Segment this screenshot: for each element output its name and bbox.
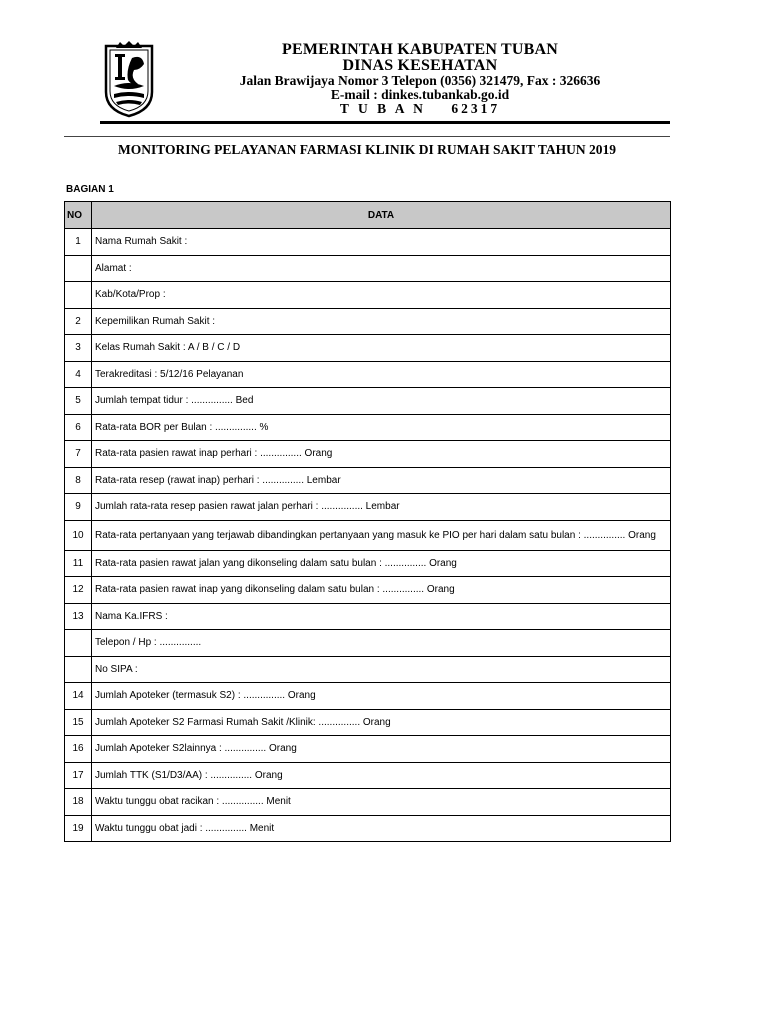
row-number: 16 <box>65 736 92 763</box>
table-row <box>65 335 671 362</box>
letterhead-agency: DINAS KESEHATAN <box>342 57 498 74</box>
section-label: BAGIAN 1 <box>66 184 114 195</box>
row-number: 5 <box>65 388 92 415</box>
row-number: 3 <box>65 335 92 362</box>
row-number: 7 <box>65 441 92 468</box>
row-field: Waktu tunggu obat racikan : ............... Menit <box>92 789 671 816</box>
row-number: 17 <box>65 762 92 789</box>
row-field: Jumlah Apoteker (termasuk S2) : ............... Orang <box>92 683 671 710</box>
letterhead-email: E-mail : dinkes.tubankab.go.id <box>330 87 510 102</box>
table-row <box>65 709 671 736</box>
table-row <box>65 736 671 763</box>
table-row <box>65 577 671 604</box>
table-row <box>65 603 671 630</box>
row-number <box>65 282 92 309</box>
row-field: Jumlah Apoteker S2lainnya : ............... Orang <box>92 736 671 763</box>
table-row <box>65 550 671 577</box>
letterhead-divider <box>100 121 670 124</box>
table-row <box>65 789 671 816</box>
row-number: 15 <box>65 709 92 736</box>
row-field: Rata-rata BOR per Bulan : ............... % <box>92 414 671 441</box>
row-field: Rata-rata resep (rawat inap) perhari : ............... Lembar <box>92 467 671 494</box>
table-row <box>65 630 671 657</box>
table-row <box>65 520 671 550</box>
monitoring-table <box>64 201 671 842</box>
row-number: 13 <box>65 603 92 630</box>
row-field: Nama Ka.IFRS : <box>92 603 671 630</box>
row-number: 14 <box>65 683 92 710</box>
column-header-no: NO <box>65 202 92 229</box>
row-number: 4 <box>65 361 92 388</box>
row-field: Terakreditasi : 5/12/16 Pelayanan <box>92 361 671 388</box>
table-row <box>65 361 671 388</box>
title-divider <box>64 136 670 137</box>
row-field: No SIPA : <box>92 656 671 683</box>
table-row <box>65 683 671 710</box>
row-field: Jumlah rata-rata resep pasien rawat jalan perhari : ............... Lembar <box>92 494 671 521</box>
table-row <box>65 282 671 309</box>
row-number: 11 <box>65 550 92 577</box>
letterhead-government: PEMERINTAH KABUPATEN TUBAN <box>281 41 559 58</box>
row-number: 12 <box>65 577 92 604</box>
column-header-data: DATA <box>92 202 671 229</box>
table-row <box>65 656 671 683</box>
row-field: Rata-rata pasien rawat inap yang dikonseling dalam satu bulan : ............... Orang <box>92 577 671 604</box>
row-number: 8 <box>65 467 92 494</box>
table-row <box>65 229 671 256</box>
row-number: 19 <box>65 815 92 842</box>
row-field: Rata-rata pasien rawat inap perhari : ............... Orang <box>92 441 671 468</box>
row-field: Jumlah Apoteker S2 Farmasi Rumah Sakit /Klinik: ............... Orang <box>92 709 671 736</box>
row-number: 18 <box>65 789 92 816</box>
table-row <box>65 815 671 842</box>
document-title: MONITORING PELAYANAN FARMASI KLINIK DI RUMAH SAKIT TAHUN 2019 <box>117 142 617 157</box>
row-number: 9 <box>65 494 92 521</box>
row-field: Telepon / Hp : ............... <box>92 630 671 657</box>
row-field: Jumlah tempat tidur : ............... Bed <box>92 388 671 415</box>
row-number <box>65 656 92 683</box>
row-number: 6 <box>65 414 92 441</box>
table-row <box>65 467 671 494</box>
row-field: Waktu tunggu obat jadi : ............... Menit <box>92 815 671 842</box>
row-number <box>65 255 92 282</box>
row-number: 1 <box>65 229 92 256</box>
row-number <box>65 630 92 657</box>
row-number: 10 <box>65 520 92 550</box>
row-field: Rata-rata pasien rawat jalan yang dikonseling dalam satu bulan : ............... Orang <box>92 550 671 577</box>
table-row <box>65 762 671 789</box>
letterhead-city: T U B A N 62317 <box>339 101 501 116</box>
table-row <box>65 494 671 521</box>
row-field: Nama Rumah Sakit : <box>92 229 671 256</box>
row-number: 2 <box>65 308 92 335</box>
table-row <box>65 308 671 335</box>
row-field: Kab/Kota/Prop : <box>92 282 671 309</box>
row-field: Alamat : <box>92 255 671 282</box>
row-field: Kepemilikan Rumah Sakit : <box>92 308 671 335</box>
tuban-regency-emblem-icon <box>102 40 156 118</box>
row-field: Rata-rata pertanyaan yang terjawab dibandingkan pertanyaan yang masuk ke PIO per hari dalam satu bulan : ............... Orang <box>92 520 671 550</box>
row-field: Jumlah TTK (S1/D3/AA) : ............... Orang <box>92 762 671 789</box>
letterhead-address: Jalan Brawijaya Nomor 3 Telepon (0356) 321479, Fax : 326636 <box>239 73 601 88</box>
table-row <box>65 414 671 441</box>
row-field: Kelas Rumah Sakit : A / B / C / D <box>92 335 671 362</box>
table-row <box>65 441 671 468</box>
table-row <box>65 255 671 282</box>
table-row <box>65 388 671 415</box>
